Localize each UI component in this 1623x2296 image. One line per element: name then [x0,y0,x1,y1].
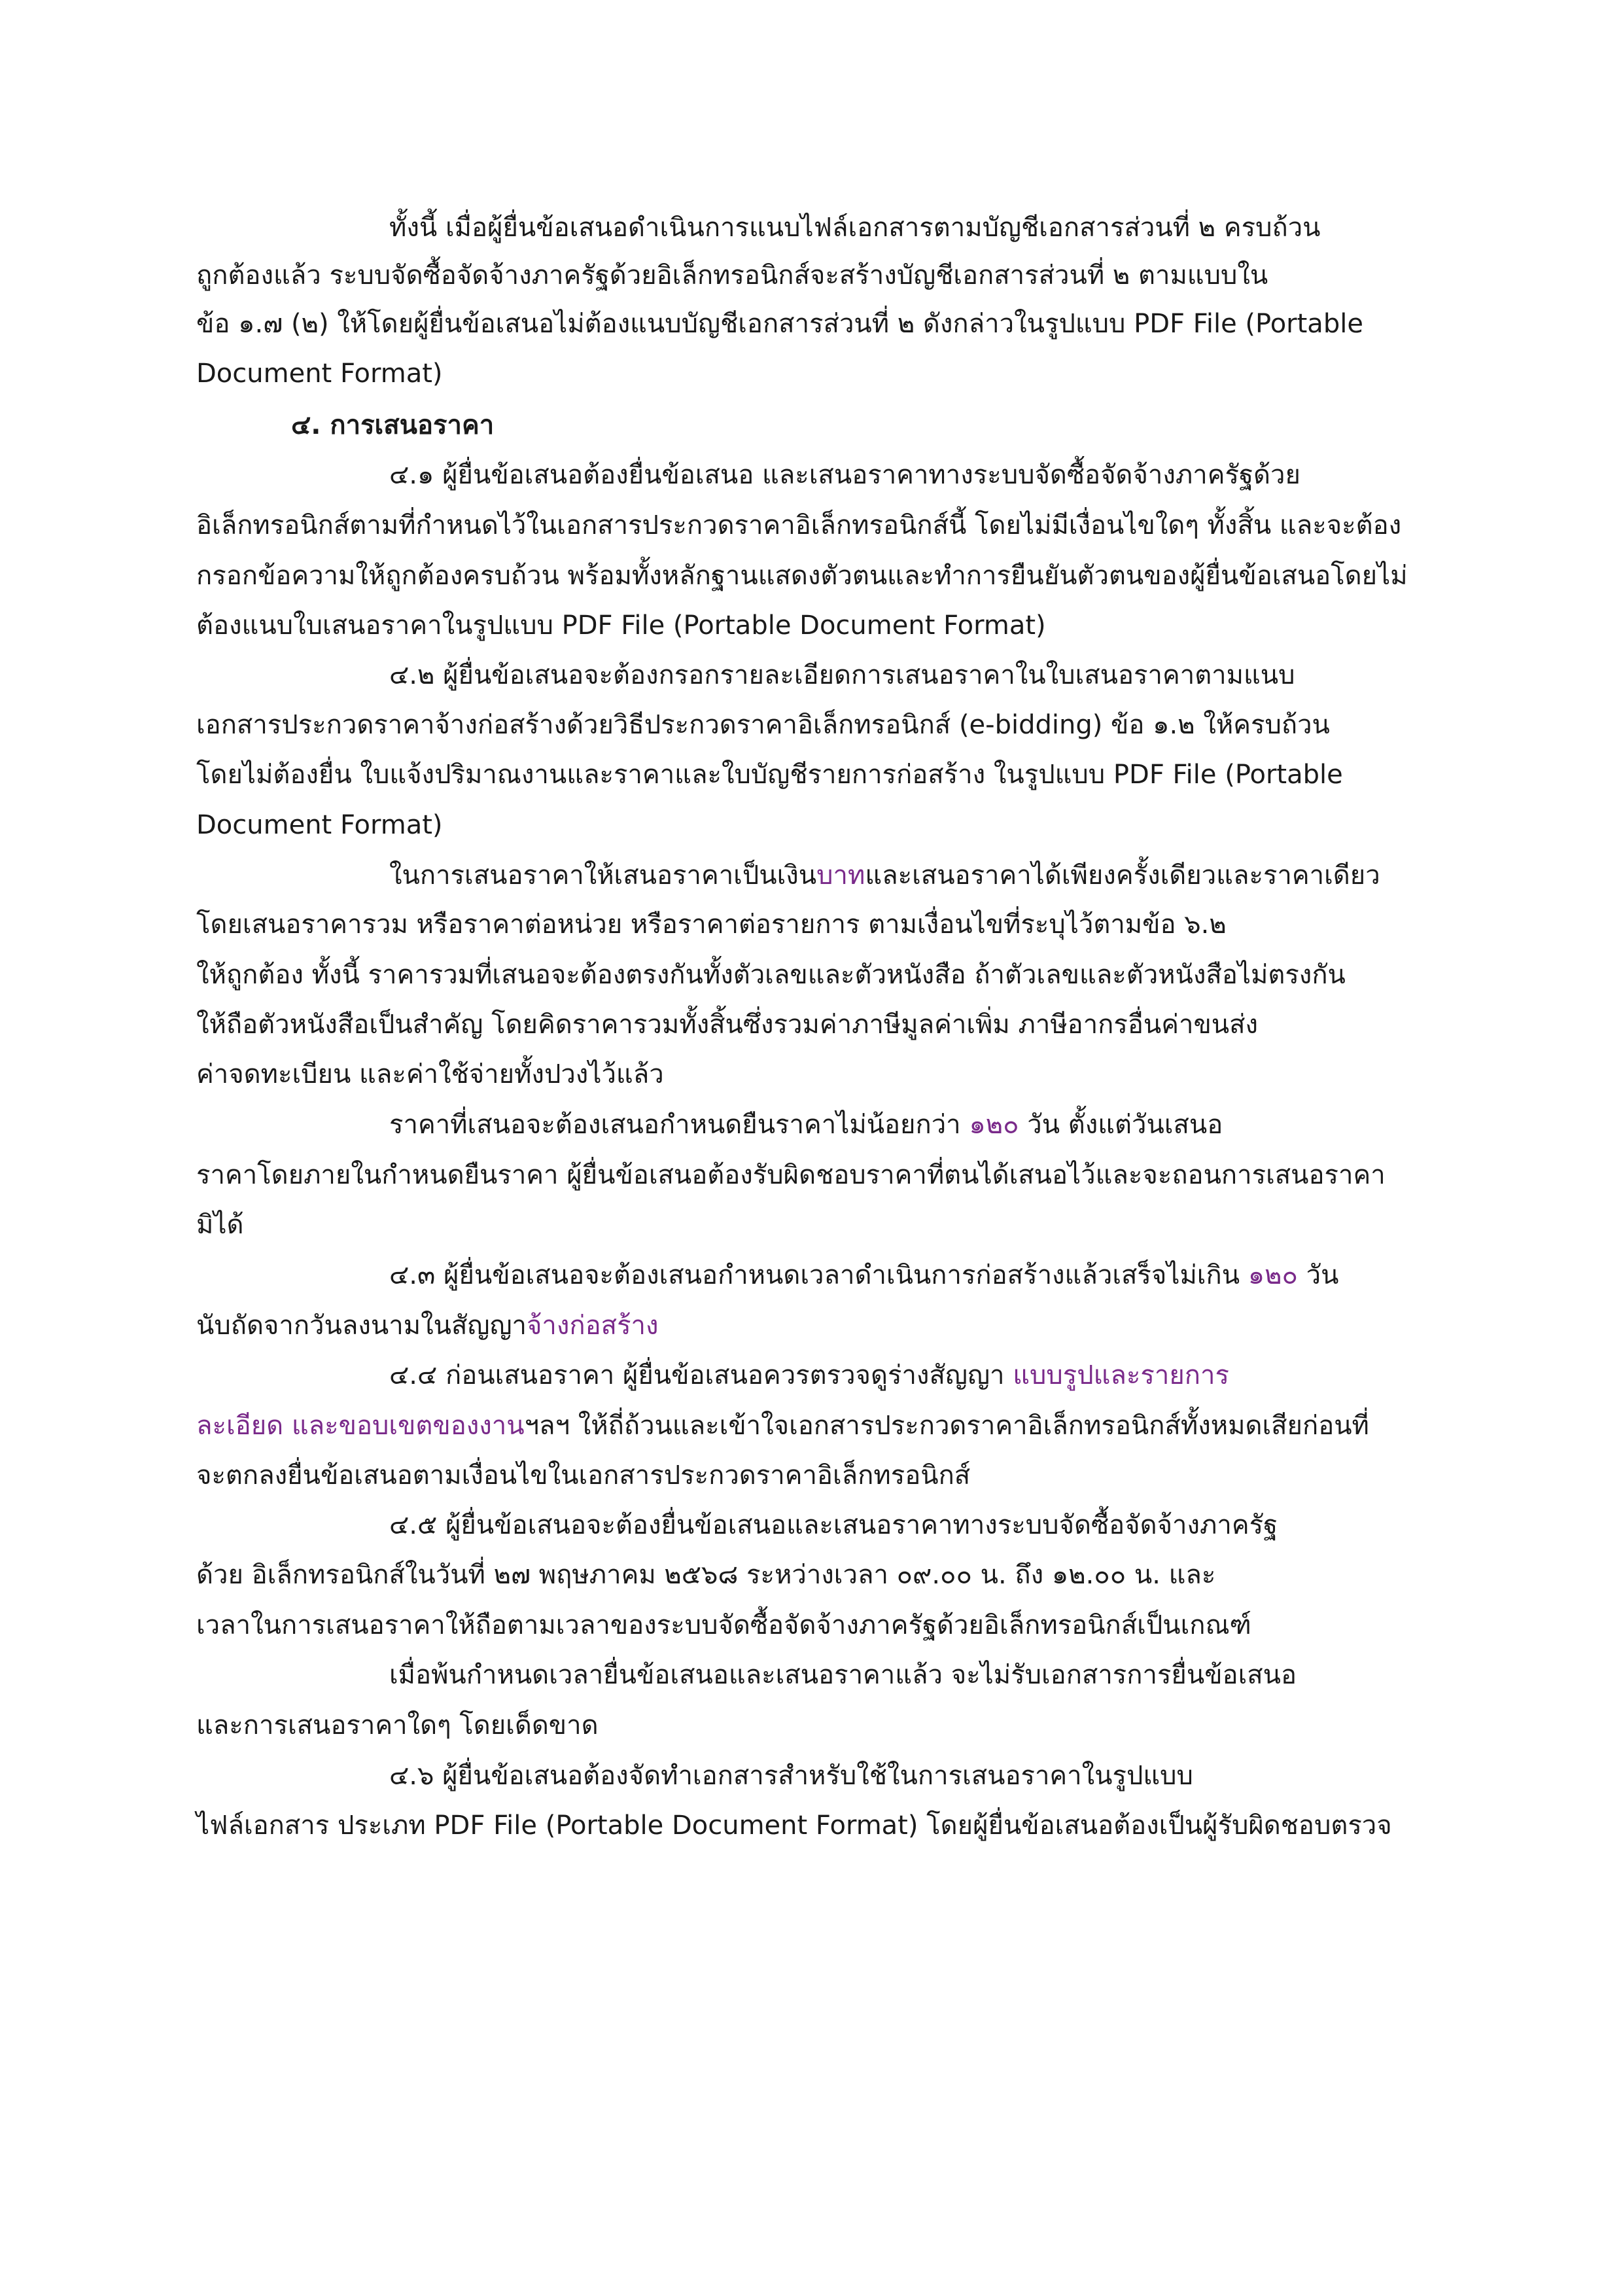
highlight-text: ๑๒๐ [1248,1260,1298,1290]
text-line: โดยไม่ต้องยื่น ใบแจ้งปริมาณงานและราคาและใบบัญชีรายการก่อสร้าง ในรูปแบบ PDF File (Portable [196,760,1343,790]
text-line: ละเอียด และขอบเขตของงานฯลฯ ให้ถี่ถ้วนและเข้าใจเอกสารประกวดราคาอิเล็กทรอนิกส์ทั้งหมดเสียก่อนที่ [196,1411,1369,1441]
text-line: ๔.๒ ผู้ยื่นข้อเสนอจะต้องกรอกรายละเอียดการเสนอราคาในใบเสนอราคาตามแนบ [389,660,1295,690]
text-line: ๔.๔ ก่อนเสนอราคา ผู้ยื่นข้อเสนอควรตรวจดูร่างสัญญา แบบรูปและรายการ [389,1360,1229,1390]
text-line: เอกสารประกวดราคาจ้างก่อสร้างด้วยวิธีประกวดราคาอิเล็กทรอนิกส์ (e-bidding) ข้อ ๑.๒ ให้ครบถ้วน [196,710,1330,740]
highlight-text: จ้างก่อสร้าง [526,1311,659,1341]
text-line: ๔.๕ ผู้ยื่นข้อเสนอจะต้องยื่นข้อเสนอและเสนอราคาทางระบบจัดซื้อจัดจ้างภาครัฐ [389,1510,1278,1540]
text-line: ๔.๓ ผู้ยื่นข้อเสนอจะต้องเสนอกำหนดเวลาดำเนินการก่อสร้างแล้วเสร็จไม่เกิน ๑๒๐ วัน [389,1260,1339,1290]
text-line: ค่าจดทะเบียน และค่าใช้จ่ายทั้งปวงไว้แล้ว [196,1059,664,1089]
text-line: นับถัดจากวันลงนามในสัญญาจ้างก่อสร้าง [196,1311,659,1341]
text-line: ด้วย อิเล็กทรอนิกส์ในวันที่ ๒๗ พฤษภาคม ๒๕๖๘ ระหว่างเวลา ๐๙.๐๐ น. ถึง ๑๒.๐๐ น. และ [196,1560,1216,1590]
text-line: จะตกลงยื่นข้อเสนอตามเงื่อนไขในเอกสารประกวดราคาอิเล็กทรอนิกส์ [196,1460,971,1491]
text-line: ถูกต้องแล้ว ระบบจัดซื้อจัดจ้างภาครัฐด้วยอิเล็กทรอนิกส์จะสร้างบัญชีเอกสารส่วนที่ ๒ ตามแบบใน [196,260,1268,291]
text-line: ให้ถือตัวหนังสือเป็นสำคัญ โดยคิดราคารวมทั้งสิ้นซึ่งรวมค่าภาษีมูลค่าเพิ่ม ภาษีอากรอื่นค่าขนส่ง [196,1010,1259,1040]
text-line: และการเสนอราคาใดๆ โดยเด็ดขาด [196,1710,599,1740]
text-line: ๔.๖ ผู้ยื่นข้อเสนอต้องจัดทำเอกสารสำหรับใช้ในการเสนอราคาในรูปแบบ [389,1761,1193,1791]
highlight-text: ๑๒๐ [969,1110,1019,1140]
text-line: ราคาโดยภายในกำหนดยืนราคา ผู้ยื่นข้อเสนอต้องรับผิดชอบราคาที่ตนได้เสนอไว้และจะถอนการเสนอราคา [196,1160,1386,1190]
text-line: Document Format) [196,810,443,840]
text-line: ข้อ ๑.๗ (๒) ให้โดยผู้ยื่นข้อเสนอไม่ต้องแนบบัญชีเอกสารส่วนที่ ๒ ดังกล่าวในรูปแบบ PDF File (Portable [196,309,1363,339]
text-line: เวลาในการเสนอราคาให้ถือตามเวลาของระบบจัดซื้อจัดจ้างภาครัฐด้วยอิเล็กทรอนิกส์เป็นเกณฑ์ [196,1610,1251,1640]
text-line: อิเล็กทรอนิกส์ตามที่กำหนดไว้ในเอกสารประกวดราคาอิเล็กทรอนิกส์นี้ โดยไม่มีเงื่อนไขใดๆ ทั้งสิ้น และจะต้อง [196,510,1402,540]
text-line: ให้ถูกต้อง ทั้งนี้ ราคารวมที่เสนอจะต้องตรงกันทั้งตัวเลขและตัวหนังสือ ถ้าตัวเลขและตัวหนังสือไม่ตรงกัน [196,960,1346,990]
text-line: ๔.๑ ผู้ยื่นข้อเสนอต้องยื่นข้อเสนอ และเสนอราคาทางระบบจัดซื้อจัดจ้างภาครัฐด้วย [389,460,1300,490]
highlight-text: ละเอียด และขอบเขตของงาน [196,1411,525,1441]
text-line: ไฟล์เอกสาร ประเภท PDF File (Portable Document Format) โดยผู้ยื่นข้อเสนอต้องเป็นผู้รับผิดชอบตรวจ [196,1810,1392,1841]
text-line: กรอกข้อความให้ถูกต้องครบถ้วน พร้อมทั้งหลักฐานแสดงตัวตนและทำการยืนยันตัวตนของผู้ยื่นข้อเสนอโดยไม่ [196,561,1408,591]
highlight-text: แบบรูปและรายการ [1013,1360,1229,1390]
text-line: ราคาที่เสนอจะต้องเสนอกำหนดยืนราคาไม่น้อยกว่า ๑๒๐ วัน ตั้งแต่วันเสนอ [389,1110,1223,1140]
section-heading: ๔. การเสนอราคา [291,410,495,440]
text-line: เมื่อพ้นกำหนดเวลายื่นข้อเสนอและเสนอราคาแล้ว จะไม่รับเอกสารการยื่นข้อเสนอ [389,1660,1297,1690]
highlight-text: บาท [816,860,865,891]
text-line: โดยเสนอราคารวม หรือราคาต่อหน่วย หรือราคาต่อรายการ ตามเงื่อนไขที่ระบุไว้ตามข้อ ๖.๒ [196,910,1227,940]
text-line: ในการเสนอราคาให้เสนอราคาเป็นเงินบาทและเสนอราคาได้เพียงครั้งเดียวและราคาเดียว [389,860,1380,891]
text-line: ทั้งนี้ เมื่อผู้ยื่นข้อเสนอดำเนินการแนบไฟล์เอกสารตามบัญชีเอกสารส่วนที่ ๒ ครบถ้วน [389,213,1321,243]
text-line: ต้องแนบใบเสนอราคาในรูปแบบ PDF File (Portable Document Format) [196,610,1046,641]
text-line: Document Format) [196,359,443,389]
text-line: มิได้ [196,1210,244,1240]
